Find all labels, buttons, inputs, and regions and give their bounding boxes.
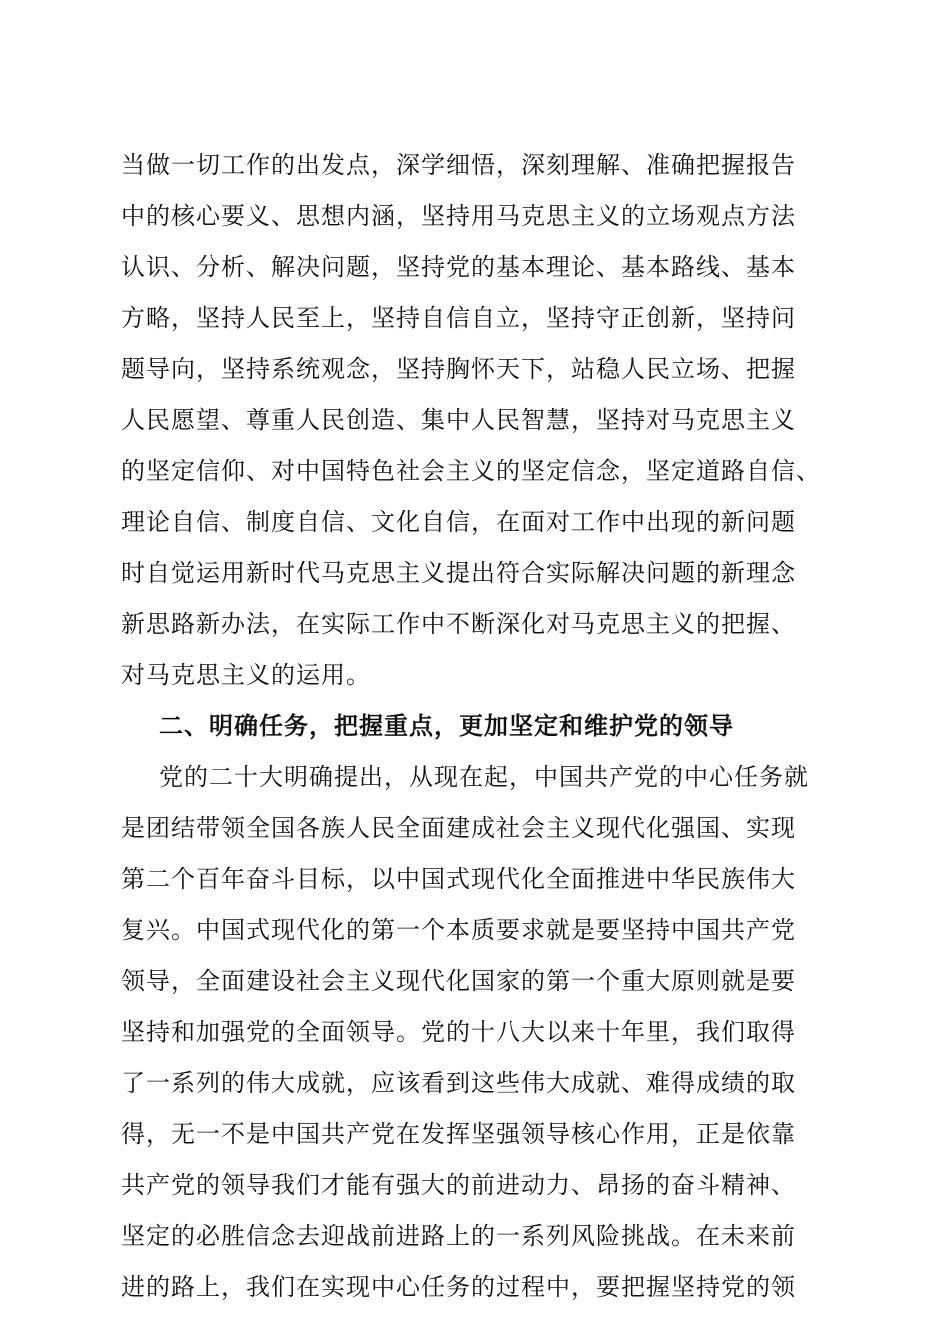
text-line: 坚持和加强党的全面领导。党的十八大以来十年里，我们取得	[121, 1018, 796, 1046]
text-line: 进的路上，我们在实现中心任务的过程中，要把握坚持党的领	[121, 1273, 796, 1301]
text-line: 方略，坚持人民至上，坚持自信自立，坚持守正创新，坚持问	[121, 304, 796, 332]
text-line: 新思路新办法，在实际工作中不断深化对马克思主义的把握、	[121, 610, 796, 638]
text-line: 共产党的领导我们才能有强大的前进动力、昂扬的奋斗精神、	[121, 1171, 796, 1199]
text-line: 时自觉运用新时代马克思主义提出符合实际解决问题的新理念	[121, 559, 796, 587]
paragraph-first-line: 党的二十大明确提出，从现在起，中国共产党的中心任务就	[159, 763, 809, 791]
text-line: 第二个百年奋斗目标，以中国式现代化全面推进中华民族伟大	[121, 865, 796, 893]
text-line: 认识、分析、解决问题，坚持党的基本理论、基本路线、基本	[121, 253, 796, 281]
text-line: 复兴。中国式现代化的第一个本质要求就是要坚持中国共产党	[121, 916, 796, 944]
text-line: 中的核心要义、思想内涵，坚持用马克思主义的立场观点方法	[121, 202, 796, 230]
text-line: 得，无一不是中国共产党在发挥坚强领导核心作用，正是依靠	[121, 1120, 796, 1148]
text-line: 领导，全面建设社会主义现代化国家的第一个重大原则就是要	[121, 967, 796, 995]
text-line: 对马克思主义的运用。	[121, 661, 371, 689]
text-line: 人民愿望、尊重人民创造、集中人民智慧，坚持对马克思主义	[121, 406, 796, 434]
text-line: 的坚定信仰、对中国特色社会主义的坚定信念，坚定道路自信、	[121, 457, 821, 485]
text-line: 题导向，坚持系统观念，坚持胸怀天下，站稳人民立场、把握	[121, 355, 796, 383]
text-line: 了一系列的伟大成就，应该看到这些伟大成就、难得成绩的取	[121, 1069, 796, 1097]
section-heading: 二、明确任务，把握重点，更加坚定和维护党的领导	[159, 712, 734, 740]
document-body	[121, 140, 841, 1313]
text-line: 坚定的必胜信念去迎战前进路上的一系列风险挑战。在未来前	[121, 1222, 796, 1250]
text-line: 当做一切工作的出发点，深学细悟，深刻理解、准确把握报告	[121, 151, 796, 179]
text-line: 理论自信、制度自信、文化自信，在面对工作中出现的新问题	[121, 508, 796, 536]
text-line: 是团结带领全国各族人民全面建成社会主义现代化强国、实现	[121, 814, 796, 842]
